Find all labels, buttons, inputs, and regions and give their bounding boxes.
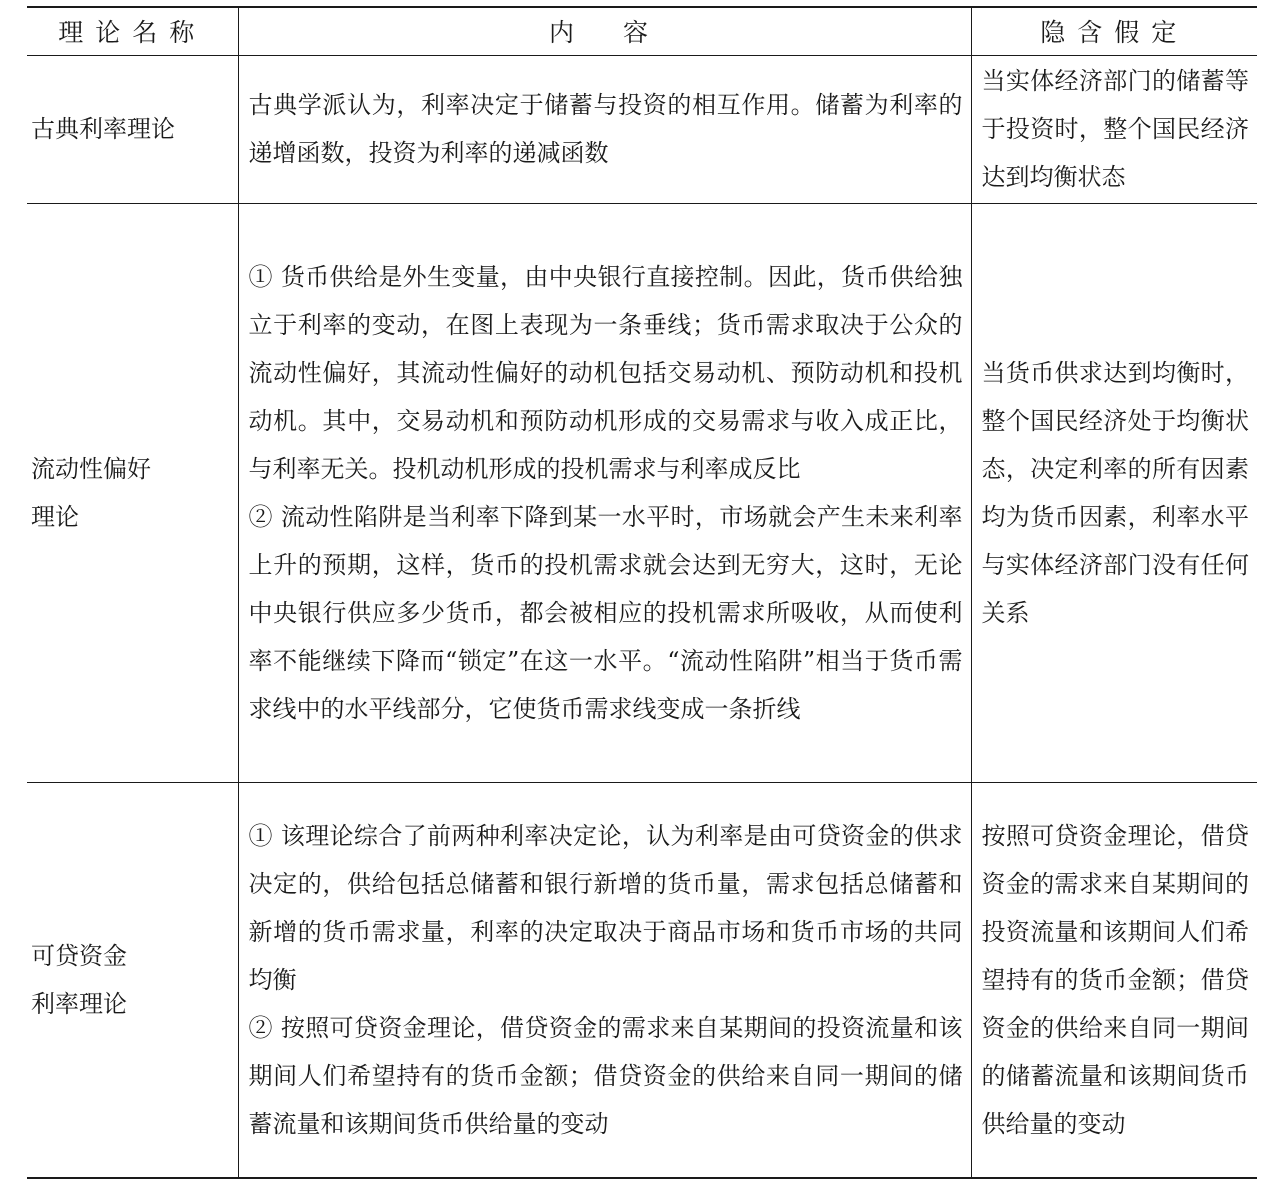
theory-name-line: 理论 — [31, 502, 79, 531]
theory-name-cell — [27, 55, 238, 203]
theory-name-cell — [27, 782, 238, 1178]
content-cell — [238, 55, 971, 203]
table-header-row — [27, 7, 1257, 55]
assumption-cell — [971, 782, 1257, 1178]
content-cell — [238, 782, 971, 1178]
assumption-cell — [971, 203, 1257, 782]
theory-name-line: 可贷资金 — [31, 941, 127, 970]
content-paragraph: ② 流动性陷阱是当利率下降到某一水平时，市场就会产生未来利率上升的预期，这样，货币的投机需求就会达到无穷大，这时，无论中央银行供应多少货币，都会被相应的投机需求所吸收，从而使利率不能继续下降而“锁定”在这一水平。“流动性陷阱”相当于货币需求线中的水平线部分，它使货币需求线变成一条折线 — [248, 502, 963, 723]
interest-rate-theory-table — [27, 6, 1257, 1179]
assumption-text: 当实体经济部门的储蓄等于投资时，整个国民经济达到均衡状态 — [981, 67, 1249, 191]
table-row-classical-theory — [27, 55, 1257, 203]
header-theory-name: 理论名称 — [27, 7, 238, 55]
table-row-loanable-funds-theory — [27, 782, 1257, 1178]
theory-name-line: 利率理论 — [31, 989, 127, 1018]
content-cell — [238, 203, 971, 782]
assumption-text: 按照可贷资金理论，借贷资金的需求来自某期间的投资流量和该期间人们希望持有的货币金额；借贷资金的供给来自同一期间的储蓄流量和该期间货币供给量的变动 — [981, 821, 1249, 1138]
header-content: 内 容 — [238, 7, 971, 55]
theory-name-line: 流动性偏好 — [31, 454, 151, 483]
content-paragraph: ① 货币供给是外生变量，由中央银行直接控制。因此，货币供给独立于利率的变动，在图上表现为一条垂线；货币需求取决于公众的流动性偏好，其流动性偏好的动机包括交易动机、预防动机和投机动机。其中，交易动机和预防动机形成的交易需求与收入成正比，与利率无关。投机动机形成的投机需求与利率成反比 — [248, 262, 963, 483]
table-row-liquidity-preference-theory — [27, 203, 1257, 782]
assumption-cell — [971, 55, 1257, 203]
theory-name-cell — [27, 203, 238, 782]
assumption-text: 当货币供求达到均衡时，整个国民经济处于均衡状态，决定利率的所有因素均为货币因素，利率水平与实体经济部门没有任何关系 — [981, 358, 1249, 627]
theory-table-wrapper — [27, 6, 1257, 1179]
header-implied-assumption: 隐含假定 — [971, 7, 1257, 55]
content-paragraph: ② 按照可贷资金理论，借贷资金的需求来自某期间的投资流量和该期间人们希望持有的货币金额；借贷资金的供给来自同一期间的储蓄流量和该期间货币供给量的变动 — [248, 1013, 963, 1138]
content-paragraph: 古典学派认为，利率决定于储蓄与投资的相互作用。储蓄为利率的递增函数，投资为利率的递减函数 — [248, 91, 963, 167]
theory-name-line: 古典利率理论 — [31, 115, 175, 143]
content-paragraph: ① 该理论综合了前两种利率决定论，认为利率是由可贷资金的供求决定的，供给包括总储蓄和银行新增的货币量，需求包括总储蓄和新增的货币需求量，利率的决定取决于商品市场和货币市场的共同均衡 — [248, 821, 963, 994]
